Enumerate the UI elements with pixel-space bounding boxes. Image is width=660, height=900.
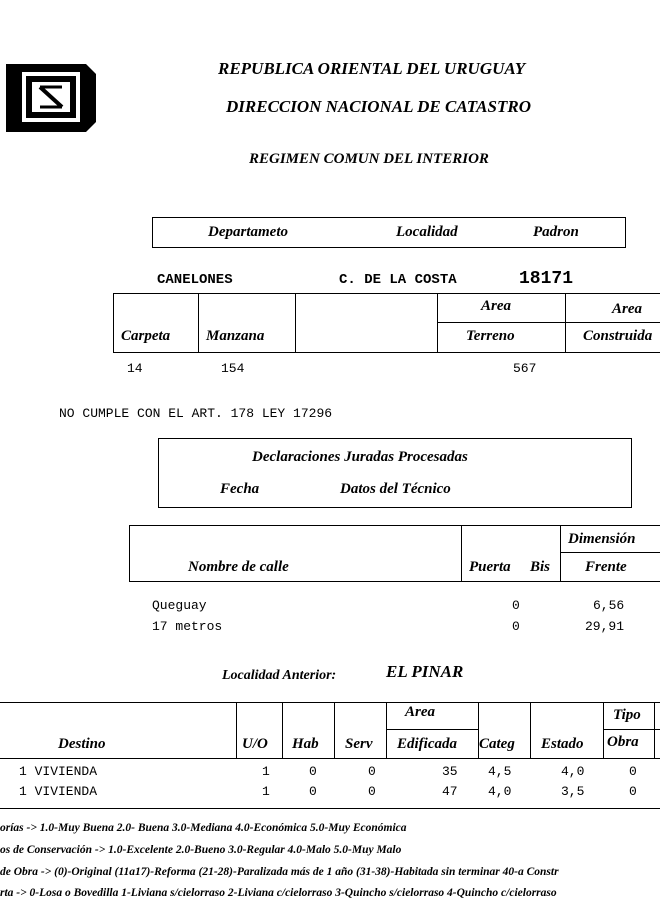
localidad-value: C. DE LA COSTA [339,272,457,288]
street-frente: 29,91 [585,619,625,634]
hab-value: 0 [309,784,317,799]
frente-label: Frente [585,559,627,575]
street-frente: 6,56 [593,598,625,613]
carpeta-label: Carpeta [121,328,171,344]
nombre-calle-label: Nombre de calle [188,559,289,575]
area-value: 47 [442,784,458,799]
footnote-conservacion: os de Conservación -> 1.0-Excelente 2.0-Bueno 3.0-Regular 4.0-Malo 5.0-Muy Malo [0,844,402,856]
departamento-label: Departameto [208,224,288,240]
estado-value: 4,0 [561,764,585,779]
puerta-label: Puerta [469,559,511,575]
obra-label: Obra [607,734,639,750]
uo-value: 1 [262,764,270,779]
area-terreno-header: Area [481,298,511,314]
street-puerta: 0 [512,619,520,634]
departamento-value: CANELONES [157,272,233,288]
direction-heading: DIRECCION NACIONAL DE CATASTRO [226,97,531,116]
categ-value: 4,5 [488,764,512,779]
padron-value: 18171 [519,269,574,289]
footnote-categorias: orías -> 1.0-Muy Buena 2.0- Buena 3.0-Mediana 4.0-Económica 5.0-Muy Económica [0,822,407,834]
localidad-anterior-label: Localidad Anterior: [222,668,337,683]
uo-value: 1 [262,784,270,799]
terreno-value: 567 [513,361,537,376]
street-puerta: 0 [512,598,520,613]
estado-label: Estado [541,736,584,752]
tipo-label: Tipo [613,707,641,723]
hab-value: 0 [309,764,317,779]
fecha-label: Fecha [220,481,260,497]
destino-value: 1 VIVIENDA [19,764,98,779]
carpeta-value: 14 [127,361,143,376]
destino-label: Destino [58,736,106,752]
dimension-label: Dimensión [568,531,636,547]
hab-label: Hab [292,736,319,752]
area-edificada-header: Area [405,704,435,720]
construida-label: Construida [583,328,653,344]
terreno-label: Terreno [466,328,515,344]
tecnico-label: Datos del Técnico [340,481,451,497]
serv-value: 0 [368,764,376,779]
localidad-anterior-value: EL PINAR [386,662,464,681]
estado-value: 3,5 [561,784,585,799]
street-name: Queguay [152,598,207,613]
categ-value: 4,0 [488,784,512,799]
edificada-label: Edificada [397,736,457,752]
regime-heading: REGIMEN COMUN DEL INTERIOR [249,151,489,167]
uo-label: U/O [242,736,268,752]
area-value: 35 [442,764,458,779]
tipo-value: 0 [629,784,637,799]
localidad-label: Localidad [396,224,458,240]
area-construida-header: Area [612,301,642,317]
footnote-tipo-obra: de Obra -> (0)-Original (11a17)-Reforma (21-28)-Paralizada más de 1 año (31-38)-Habitada sin terminar 40-a Constr [0,866,559,878]
street-name: 17 metros [152,619,223,634]
republic-heading: REPUBLICA ORIENTAL DEL URUGUAY [218,59,526,78]
serv-label: Serv [345,736,373,752]
bis-label: Bis [530,559,551,575]
destino-value: 1 VIVIENDA [19,784,98,799]
manzana-value: 154 [221,361,245,376]
declaraciones-title: Declaraciones Juradas Procesadas [252,449,468,465]
categ-label: Categ [479,736,515,752]
padron-label: Padron [533,224,579,240]
serv-value: 0 [368,784,376,799]
legal-notice: NO CUMPLE CON EL ART. 178 LEY 17296 [59,406,333,421]
tipo-value: 0 [629,764,637,779]
footnote-cubierta: rta -> 0-Losa o Bovedilla 1-Liviana s/cielorraso 2-Liviana c/cielorraso 3-Quincho s/cielorraso 4-Quincho c/cielorraso [0,887,557,899]
manzana-label: Manzana [206,328,265,344]
catastro-logo [2,60,100,136]
